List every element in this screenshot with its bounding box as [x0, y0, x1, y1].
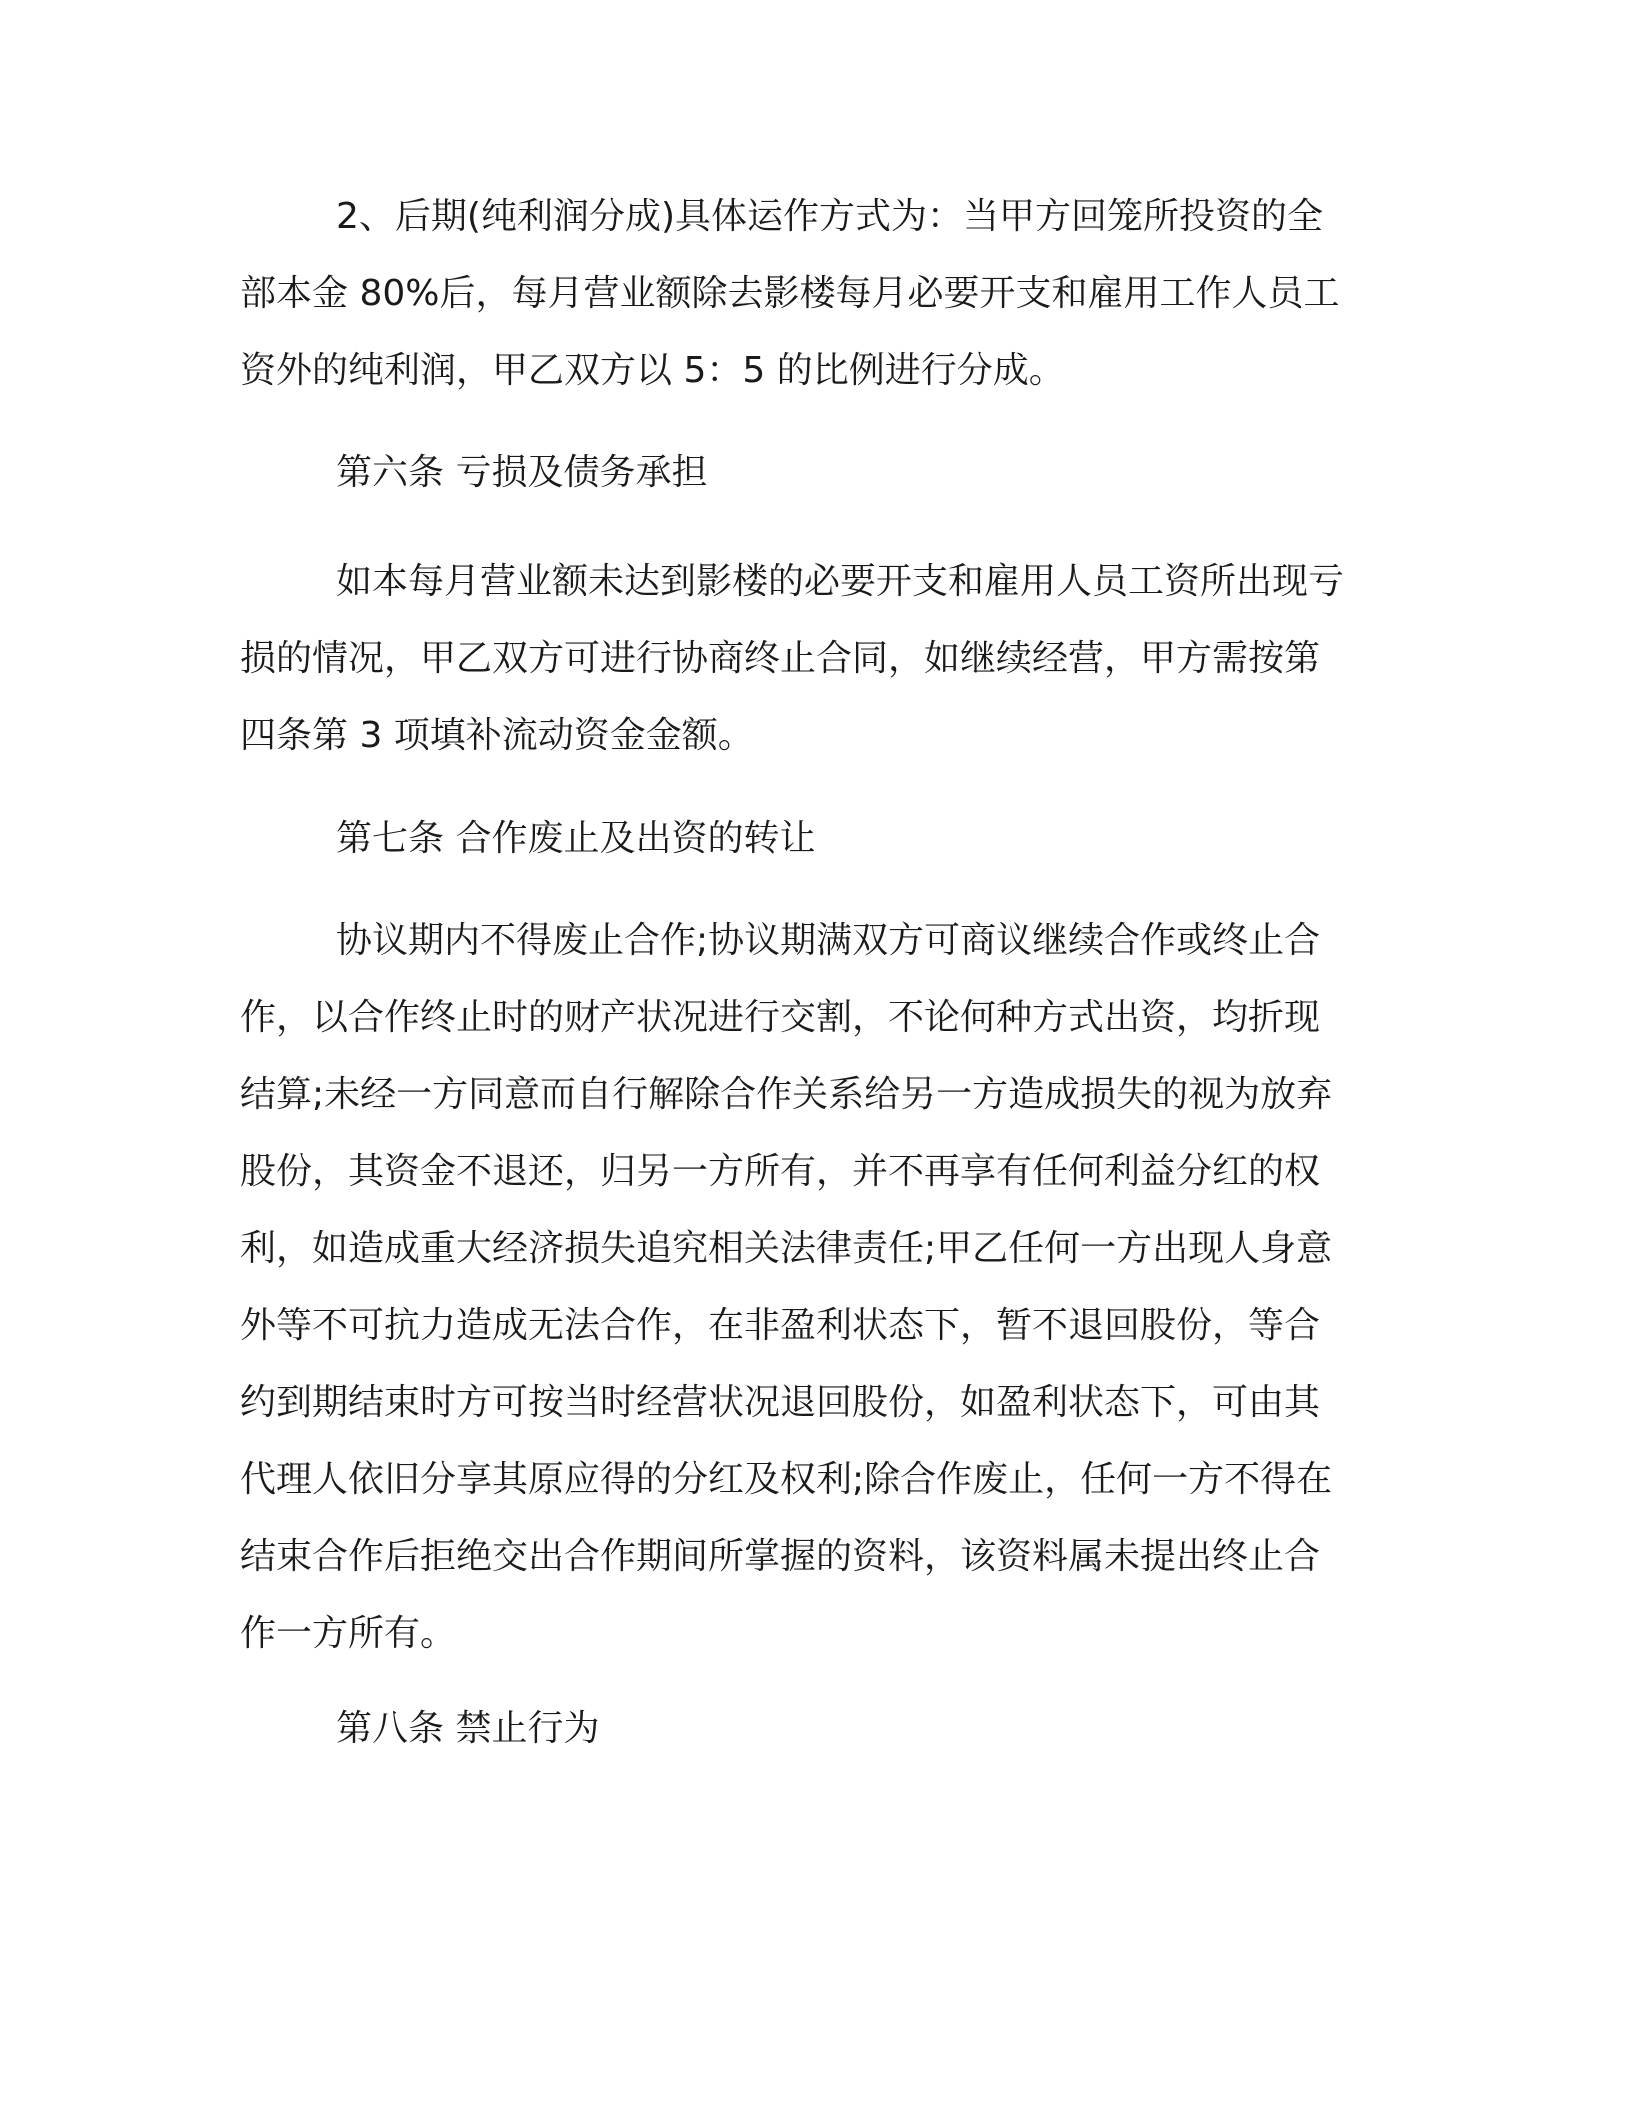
article-8-heading: 第八条 禁止行为	[336, 1708, 600, 1749]
paragraph-line: 股份，其资金不退还，归另一方所有，并不再享有任何利益分红的权	[240, 1151, 1321, 1192]
paragraph-line: 结算;未经一方同意而自行解除合作关系给另一方造成损失的视为放弃	[240, 1074, 1333, 1115]
paragraph-line: 外等不可抗力造成无法合作，在非盈利状态下，暂不退回股份，等合	[240, 1305, 1321, 1346]
paragraph-line: 四条第 3 项填补流动资金金额。	[240, 715, 754, 756]
paragraph-line: 利，如造成重大经济损失追究相关法律责任;甲乙任何一方出现人身意	[240, 1228, 1333, 1269]
paragraph-line: 资外的纯利润，甲乙双方以 5：5 的比例进行分成。	[240, 350, 1065, 391]
article-7-body	[240, 902, 1380, 1672]
article-6-heading: 第六条 亏损及债务承担	[336, 452, 708, 493]
article-6-body	[240, 543, 1380, 774]
paragraph-line: 作一方所有。	[240, 1613, 457, 1654]
paragraph-line: 如本每月营业额未达到影楼的必要开支和雇用人员工资所出现亏	[336, 561, 1345, 602]
paragraph-line: 约到期结束时方可按当时经营状况退回股份，如盈利状态下，可由其	[240, 1382, 1321, 1423]
paragraph-line: 结束合作后拒绝交出合作期间所掌握的资料，该资料属未提出终止合	[240, 1536, 1321, 1577]
paragraph-profit-sharing	[240, 178, 1380, 409]
paragraph-line: 2、后期(纯利润分成)具体运作方式为：当甲方回笼所投资的全	[336, 196, 1323, 237]
article-7-heading: 第七条 合作废止及出资的转让	[336, 818, 816, 859]
paragraph-line: 协议期内不得废止合作;协议期满双方可商议继续合作或终止合	[336, 920, 1321, 961]
paragraph-line: 损的情况，甲乙双方可进行协商终止合同，如继续经营，甲方需按第	[240, 638, 1321, 679]
paragraph-line: 部本金 80%后，每月营业额除去影楼每月必要开支和雇用工作人员工	[240, 273, 1340, 314]
paragraph-line: 作，以合作终止时的财产状况进行交割，不论何种方式出资，均折现	[240, 997, 1321, 1038]
paragraph-line: 代理人依旧分享其原应得的分红及权利;除合作废止，任何一方不得在	[240, 1459, 1333, 1500]
